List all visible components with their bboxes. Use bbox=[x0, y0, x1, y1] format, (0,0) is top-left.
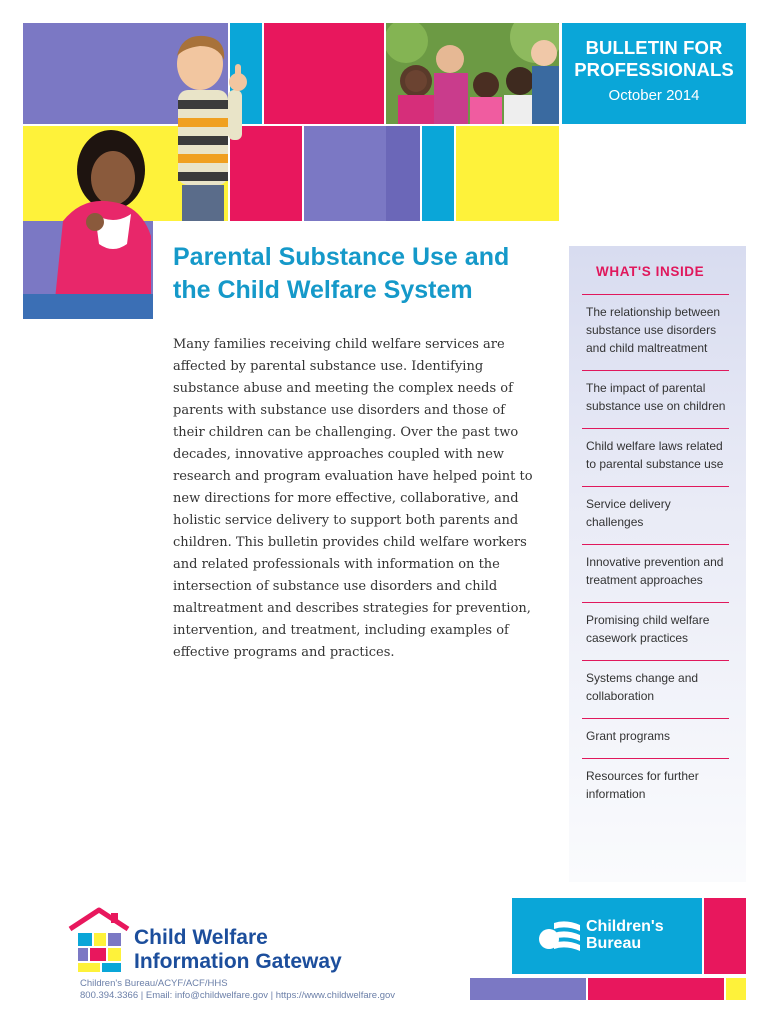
page-title-line2: the Child Welfare System bbox=[173, 276, 473, 304]
mosaic-purple-mid2 bbox=[386, 126, 420, 221]
page-title bbox=[173, 241, 553, 307]
footer-agency: Children's Bureau/ACYF/ACF/HHS bbox=[80, 978, 228, 989]
whats-inside-item[interactable]: Child welfare laws related to parental substance use bbox=[582, 428, 729, 486]
mosaic-cyan-mid bbox=[422, 126, 454, 221]
bulletin-title-line2: PROFESSIONALS bbox=[574, 59, 734, 80]
gateway-logo-line1: Child Welfare bbox=[134, 926, 268, 949]
gateway-house-logo-icon bbox=[68, 907, 130, 973]
whats-inside-item[interactable]: Systems change and collaboration bbox=[582, 660, 729, 718]
whats-inside-list bbox=[569, 294, 746, 816]
footer-block-purple bbox=[470, 978, 586, 1000]
page-title-line1: Parental Substance Use and bbox=[173, 243, 510, 271]
childrens-bureau-line2: Bureau bbox=[586, 935, 642, 952]
footer-block-magenta-tall bbox=[704, 898, 746, 974]
bulletin-banner bbox=[562, 23, 746, 124]
bulletin-title-line1: BULLETIN FOR bbox=[585, 37, 723, 58]
intro-paragraph: Many families receiving child welfare services are affected by parental substance use. Identifying substance abuse and meeting the complex needs of parents with substance use disorders and those of their children can be challenging. Over the past two decades, innovative approaches coupled with new research and program evaluation have helped point to new directions for more effective, collaborative, and holistic service delivery to support both parents and children. This bulletin provides child welfare workers and related professionals with information on the intersection of substance use disorders and child maltreatment and describes strategies for prevention, intervention, and treatment, including examples of effective programs and practices. bbox=[173, 337, 533, 660]
bulletin-date: October 2014 bbox=[608, 87, 700, 104]
whats-inside-item[interactable]: Innovative prevention and treatment approaches bbox=[582, 544, 729, 602]
childrens-bureau-name bbox=[586, 918, 664, 952]
whats-inside-item[interactable]: The impact of parental substance use on children bbox=[582, 370, 729, 428]
whats-inside-item[interactable]: The relationship between substance use disorders and child maltreatment bbox=[582, 294, 729, 370]
mosaic-yellow-right bbox=[456, 126, 559, 221]
whats-inside-panel bbox=[569, 246, 746, 882]
girl-smiling-photo bbox=[23, 126, 153, 319]
childrens-bureau-flag-icon bbox=[538, 917, 582, 955]
whats-inside-item[interactable]: Grant programs bbox=[582, 718, 729, 758]
mosaic-magenta-top bbox=[264, 23, 384, 124]
gateway-logo-line2: Information Gateway bbox=[134, 950, 342, 973]
whats-inside-item[interactable]: Resources for further information bbox=[582, 758, 729, 816]
mosaic-purple-mid bbox=[304, 126, 386, 221]
whats-inside-item[interactable]: Promising child welfare casework practices bbox=[582, 602, 729, 660]
footer-contact: 800.394.3366 | Email: info@childwelfare.gov | https://www.childwelfare.gov bbox=[80, 990, 396, 1001]
footer-block-magenta bbox=[588, 978, 724, 1000]
family-group-photo bbox=[386, 23, 559, 124]
gateway-logo-text bbox=[134, 926, 342, 974]
boy-thumbs-up-photo bbox=[152, 30, 252, 221]
footer-block-yellow bbox=[726, 978, 746, 1000]
childrens-bureau-line1: Children's bbox=[586, 918, 664, 935]
whats-inside-heading: WHAT'S INSIDE bbox=[596, 264, 705, 279]
whats-inside-item[interactable]: Service delivery challenges bbox=[582, 486, 729, 544]
